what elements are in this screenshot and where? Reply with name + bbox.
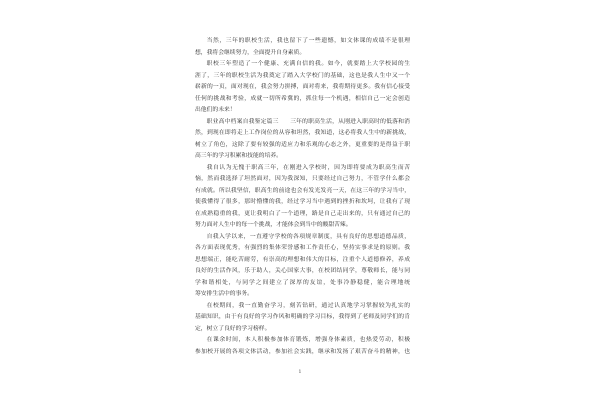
text-line: 在成熟稳重的我，更让我明白了一个道理，路是自己走出来的，只有通过自己的 [195,210,410,217]
text-line: 想，我将会继续努力，全面提升自身素质。 [195,49,306,56]
text-line: 涯了，三年的职校生活为我奠定了踏入大学校门的基础，这也是我人生中又一个 [195,72,410,79]
text-line: 高三年的学习积累和技能的培养。 [195,153,282,159]
page-number: 1 [298,369,302,375]
text-line: 我自认为无愧于职高三年，在刚进入学校时，因为即将要成为职高生而苦 [206,164,410,171]
text-line: 当然，三年的职校生活，我也留下了一些遗憾，如文体课的成绩不是很理 [206,38,410,44]
paragraph [195,163,410,232]
document-body [195,36,410,358]
text-line: 思想端正，能吃苦耐劳，有崇高的理想和伟大的目标，注重个人道德修养，养成 [195,256,410,263]
paragraph [195,36,410,59]
paragraph [195,117,410,163]
text-line: 努力面对人生中的每一个挑战，才能体会到当中的酸甜苦辣。 [195,222,352,228]
text-line: 在校期间，我一直勤奋学习，刻苦钻研，通过认真地学习掌握较为扎实的 [206,302,410,309]
text-line: 崭新的一页，面对现在，我会努力拼搏，面对将来，我将期待更多。我有信心接受 [195,84,410,90]
paragraph [195,232,410,301]
text-line-content: 三年的职高生活，从刚进入职高时的低落和消 [290,118,410,125]
text-line: 定，树立了良好的学习榜样。 [195,325,271,332]
section-heading: 职业高中档案自我鉴定篇三 [206,118,279,125]
paragraph [195,301,410,336]
text-line: 树立了角色，这除了要有较强的适应力和乐观的心态之外，更重要的是得益于职 [195,141,410,148]
text-line: 学和谐相处，与同学之间建立了深厚的友谊，处事冷静稳健，能合理地统 [195,279,410,286]
text-line: 自我入学以来，一直遵守学校的各项规章制度，具有良好的思想道德品质， [206,233,410,240]
text-line: 然，到现在即将走上工作岗位的从容和坦然，我知道，这必将我人生中的新挑战， [195,130,410,136]
text-line: 恼，然而我选择了坦然面对，因为我深知，只要经过自己努力，不管学什么都会 [195,176,410,182]
text-line: 任何的挑战和考验，成就一切所希冀的，抓住每一个机遇，相信自己一定会创造 [195,95,410,102]
text-line: 筹安排生活中的事务。 [195,291,253,297]
text-line: 在课余时间，本人积极参加体育锻炼，增强身体素质，也热爱劳动，积极 [206,337,410,343]
text-line [195,117,410,129]
text-line: 有成就。所以我坚信，职高生的前途也会有发光发亮一天，在这三年的学习当中， [195,187,410,194]
text-line: 良好的生活作风，乐于助人，关心国家大事，在校团结同学，尊敬师长，能与同 [195,268,410,274]
text-line: 各方面表现优秀，有强烈的集体荣誉感和工作责任心，坚持实事求是的原则。我 [195,245,410,251]
text-line: 职校三年塑造了一个健康、充满自信的我。如今，就要踏上大学校园的生 [206,61,410,67]
text-line: 出他们的未来！ [195,107,236,113]
paragraph [195,335,410,358]
text-line: 使我懂得了很多，那时懵懂的我，经过学习当中遇到的挫折和坎坷，让我有了现 [195,199,410,205]
paragraph [195,59,410,117]
text-line: 参加校开展的各项文体活动，参加社会实践，继承和发扬了艰苦奋斗的精神，也 [195,348,410,355]
text-line: 基础知识，由于有良好的学习作风和明确的学习目标，我得到了老师及同学们的肯 [195,314,410,320]
